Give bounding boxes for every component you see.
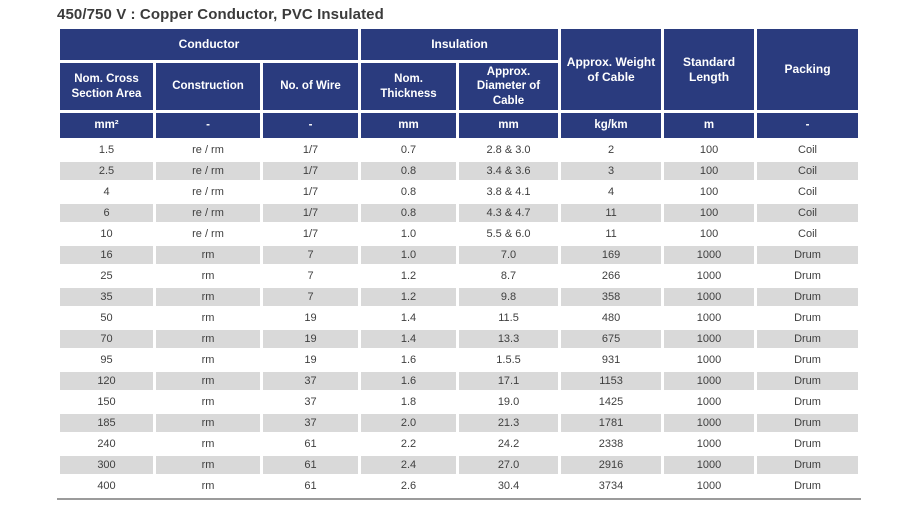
unit-cell-weight: kg/km xyxy=(561,113,661,138)
table-row xyxy=(60,183,858,201)
table-cell: 1.0 xyxy=(361,246,456,264)
table-cell: Coil xyxy=(757,183,858,201)
column-group-conductor: Conductor xyxy=(60,29,358,60)
table-row xyxy=(60,225,858,243)
column-header-approx-diameter: Approx. Diameter of Cable xyxy=(459,63,558,110)
table-cell: rm xyxy=(156,267,260,285)
table-cell: 11 xyxy=(561,204,661,222)
table-cell: 61 xyxy=(263,456,358,474)
table-cell: 0.8 xyxy=(361,183,456,201)
table-cell: 1000 xyxy=(664,267,754,285)
table-row xyxy=(60,456,858,474)
table-cell: re / rm xyxy=(156,183,260,201)
table-cell: 2.4 xyxy=(361,456,456,474)
table-cell: 1000 xyxy=(664,372,754,390)
table-cell: 300 xyxy=(60,456,153,474)
unit-cell-construction: - xyxy=(156,113,260,138)
table-row xyxy=(60,288,858,306)
table-cell: 21.3 xyxy=(459,414,558,432)
table-cell: 2338 xyxy=(561,435,661,453)
table-cell: Drum xyxy=(757,435,858,453)
table-cell: 50 xyxy=(60,309,153,327)
table-cell: 1000 xyxy=(664,288,754,306)
table-cell: 4 xyxy=(561,183,661,201)
table-cell: Drum xyxy=(757,414,858,432)
table-cell: 19 xyxy=(263,309,358,327)
unit-cell-cross-section: mm² xyxy=(60,113,153,138)
table-cell: Drum xyxy=(757,330,858,348)
table-cell: 1/7 xyxy=(263,183,358,201)
table-cell: 17.1 xyxy=(459,372,558,390)
column-group-insulation: Insulation xyxy=(361,29,558,60)
table-cell: 2.5 xyxy=(60,162,153,180)
table-cell: 150 xyxy=(60,393,153,411)
column-header-no-of-wire: No. of Wire xyxy=(263,63,358,110)
unit-cell-no-of-wire: - xyxy=(263,113,358,138)
table-cell: 8.7 xyxy=(459,267,558,285)
table-cell: Drum xyxy=(757,288,858,306)
table-cell: 1000 xyxy=(664,330,754,348)
unit-cell-standard-length: m xyxy=(664,113,754,138)
table-cell: 1425 xyxy=(561,393,661,411)
table-cell: 37 xyxy=(263,414,358,432)
table-cell: 169 xyxy=(561,246,661,264)
table-cell: 1000 xyxy=(664,435,754,453)
table-cell: rm xyxy=(156,393,260,411)
unit-cell-nom-thickness: mm xyxy=(361,113,456,138)
table-cell: 0.8 xyxy=(361,162,456,180)
table-cell: re / rm xyxy=(156,204,260,222)
table-cell: 37 xyxy=(263,372,358,390)
column-header-standard-length: Standard Length xyxy=(664,29,754,110)
table-cell: 120 xyxy=(60,372,153,390)
table-cell: 1000 xyxy=(664,351,754,369)
table-row xyxy=(60,372,858,390)
table-cell: Drum xyxy=(757,309,858,327)
table-row xyxy=(60,162,858,180)
table-cell: 3.8 & 4.1 xyxy=(459,183,558,201)
table-cell: 1.8 xyxy=(361,393,456,411)
table-cell: rm xyxy=(156,372,260,390)
table-cell: 4.3 & 4.7 xyxy=(459,204,558,222)
table-cell: rm xyxy=(156,330,260,348)
table-cell: Drum xyxy=(757,267,858,285)
table-cell: 7.0 xyxy=(459,246,558,264)
table-row xyxy=(60,414,858,432)
unit-cell-approx-diameter: mm xyxy=(459,113,558,138)
table-cell: 100 xyxy=(664,225,754,243)
table-cell: Drum xyxy=(757,372,858,390)
table-cell: 19.0 xyxy=(459,393,558,411)
table-cell: 6 xyxy=(60,204,153,222)
table-cell: re / rm xyxy=(156,162,260,180)
table-cell: 95 xyxy=(60,351,153,369)
table-cell: 2916 xyxy=(561,456,661,474)
table-cell: 11 xyxy=(561,225,661,243)
table-cell: 24.2 xyxy=(459,435,558,453)
table-body xyxy=(60,141,858,495)
table-row xyxy=(60,351,858,369)
table-cell: 1/7 xyxy=(263,204,358,222)
table-cell: 480 xyxy=(561,309,661,327)
table-cell: 2 xyxy=(561,141,661,159)
table-cell: 100 xyxy=(664,141,754,159)
table-cell: 100 xyxy=(664,204,754,222)
table-cell: rm xyxy=(156,309,260,327)
table-cell: 1000 xyxy=(664,309,754,327)
table-cell: rm xyxy=(156,288,260,306)
cable-spec-table xyxy=(57,26,861,500)
units-row xyxy=(60,113,858,138)
table-cell: 16 xyxy=(60,246,153,264)
table-cell: 1/7 xyxy=(263,141,358,159)
table-cell: 27.0 xyxy=(459,456,558,474)
table-cell: rm xyxy=(156,414,260,432)
table-cell: 7 xyxy=(263,267,358,285)
table-cell: 37 xyxy=(263,393,358,411)
table-cell: 266 xyxy=(561,267,661,285)
page-title: 450/750 V : Copper Conductor, PVC Insulated xyxy=(57,6,384,23)
table-cell: 7 xyxy=(263,288,358,306)
table-cell: 2.2 xyxy=(361,435,456,453)
table-cell: 1.4 xyxy=(361,330,456,348)
table-cell: 3734 xyxy=(561,477,661,495)
table-row xyxy=(60,141,858,159)
table-cell: 675 xyxy=(561,330,661,348)
table-cell: 9.8 xyxy=(459,288,558,306)
table-cell: 1.5.5 xyxy=(459,351,558,369)
table-cell: rm xyxy=(156,351,260,369)
table-cell: 3 xyxy=(561,162,661,180)
table-cell: 0.7 xyxy=(361,141,456,159)
table-cell: Coil xyxy=(757,204,858,222)
table-cell: 1/7 xyxy=(263,162,358,180)
table-row xyxy=(60,477,858,495)
table-cell: 1/7 xyxy=(263,225,358,243)
table-cell: 5.5 & 6.0 xyxy=(459,225,558,243)
table-cell: 10 xyxy=(60,225,153,243)
table-cell: re / rm xyxy=(156,141,260,159)
table-cell: 61 xyxy=(263,435,358,453)
table-cell: 30.4 xyxy=(459,477,558,495)
group-header-row xyxy=(60,29,858,60)
table-row xyxy=(60,309,858,327)
table-cell: Drum xyxy=(757,246,858,264)
table-cell: Coil xyxy=(757,141,858,159)
table-row xyxy=(60,330,858,348)
table-cell: 70 xyxy=(60,330,153,348)
table-cell: Drum xyxy=(757,456,858,474)
table-cell: 100 xyxy=(664,183,754,201)
table-cell: 1000 xyxy=(664,456,754,474)
table-cell: 1000 xyxy=(664,477,754,495)
column-header-cross-section: Nom. Cross Section Area xyxy=(60,63,153,110)
table-row xyxy=(60,246,858,264)
table-cell: 7 xyxy=(263,246,358,264)
table-cell: 185 xyxy=(60,414,153,432)
table-cell: re / rm xyxy=(156,225,260,243)
table-cell: 11.5 xyxy=(459,309,558,327)
table-cell: 1.2 xyxy=(361,267,456,285)
table-cell: 1000 xyxy=(664,414,754,432)
table-cell: 19 xyxy=(263,330,358,348)
table-cell: 1.4 xyxy=(361,309,456,327)
table-cell: Drum xyxy=(757,351,858,369)
table-cell: 35 xyxy=(60,288,153,306)
table-cell: Drum xyxy=(757,393,858,411)
table-cell: 13.3 xyxy=(459,330,558,348)
table-cell: 19 xyxy=(263,351,358,369)
table-cell: 1781 xyxy=(561,414,661,432)
table-cell: rm xyxy=(156,456,260,474)
table-cell: Drum xyxy=(757,477,858,495)
table-header xyxy=(60,29,858,138)
table-cell: rm xyxy=(156,435,260,453)
table-cell: 3.4 & 3.6 xyxy=(459,162,558,180)
table-cell: 1000 xyxy=(664,393,754,411)
column-header-approx-weight: Approx. Weight of Cable xyxy=(561,29,661,110)
table-cell: 240 xyxy=(60,435,153,453)
unit-cell-packing: - xyxy=(757,113,858,138)
column-header-construction: Construction xyxy=(156,63,260,110)
table-cell: 400 xyxy=(60,477,153,495)
table-cell: 1.6 xyxy=(361,372,456,390)
table-cell: 2.6 xyxy=(361,477,456,495)
table-cell: 1.5 xyxy=(60,141,153,159)
table-cell: 1000 xyxy=(664,246,754,264)
table-row xyxy=(60,435,858,453)
column-header-nom-thickness: Nom. Thickness xyxy=(361,63,456,110)
table-row xyxy=(60,267,858,285)
table-row xyxy=(60,204,858,222)
table-cell: 1.0 xyxy=(361,225,456,243)
table-cell: rm xyxy=(156,477,260,495)
table-cell: Coil xyxy=(757,162,858,180)
table-cell: 1.6 xyxy=(361,351,456,369)
table-cell: 100 xyxy=(664,162,754,180)
column-header-packing: Packing xyxy=(757,29,858,110)
table-cell: 1.2 xyxy=(361,288,456,306)
table-cell: 1153 xyxy=(561,372,661,390)
table-cell: Coil xyxy=(757,225,858,243)
table-cell: 25 xyxy=(60,267,153,285)
table-cell: 4 xyxy=(60,183,153,201)
table-cell: rm xyxy=(156,246,260,264)
table-cell: 0.8 xyxy=(361,204,456,222)
table-row xyxy=(60,393,858,411)
table-cell: 931 xyxy=(561,351,661,369)
table-cell: 61 xyxy=(263,477,358,495)
table-cell: 2.0 xyxy=(361,414,456,432)
table-cell: 2.8 & 3.0 xyxy=(459,141,558,159)
table-cell: 358 xyxy=(561,288,661,306)
